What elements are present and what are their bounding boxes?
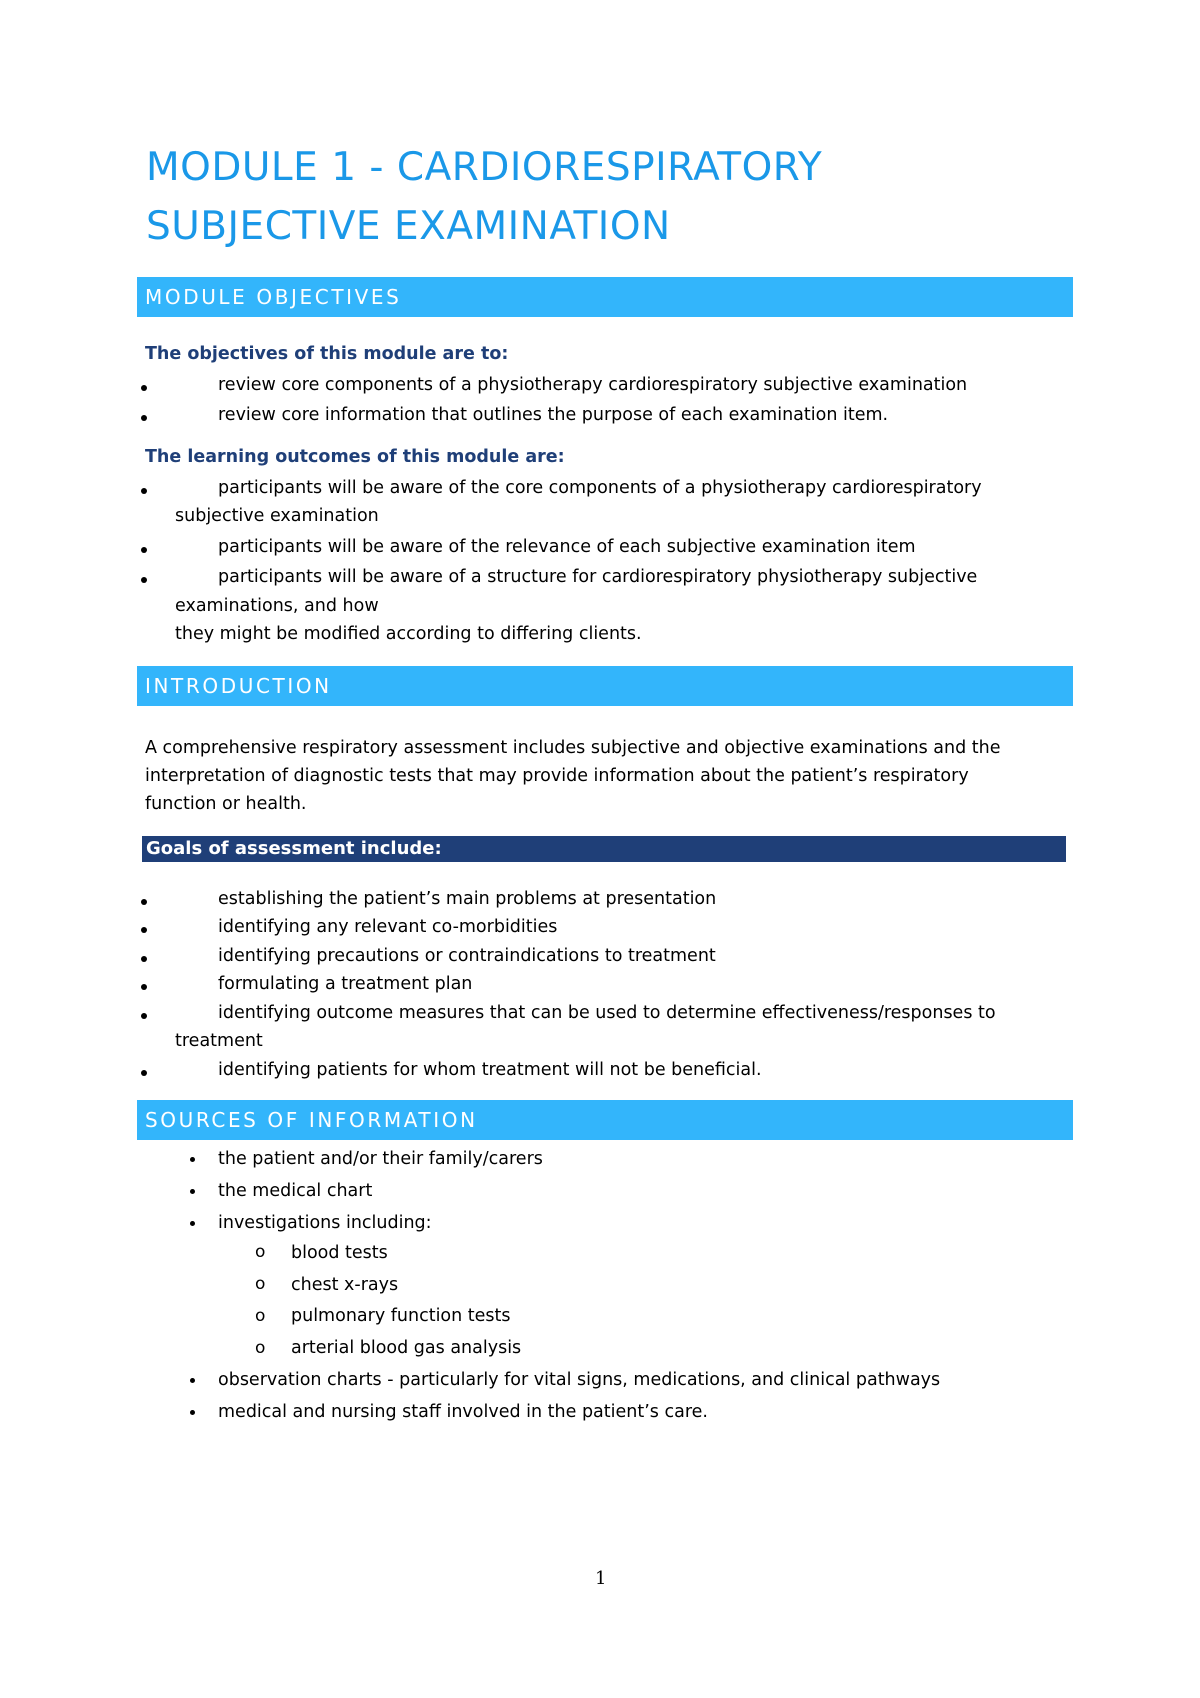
bullet-icon — [141, 899, 147, 905]
investigation-item: chest x-rays — [291, 1275, 399, 1295]
bullet-icon — [141, 956, 147, 962]
outcome-item-continuation: they might be modified according to differing clients. — [175, 624, 642, 644]
bullet-icon — [190, 1410, 195, 1415]
goal-item: identifying outcome measures that can be used to determine effectiveness/responses to — [218, 1003, 996, 1023]
bullet-icon — [141, 1013, 147, 1019]
introduction-paragraph — [145, 734, 1045, 818]
goals-heading: Goals of assessment include: — [142, 836, 1066, 862]
outcomes-heading: The learning outcomes of this module are: — [145, 447, 565, 467]
bullet-icon — [141, 577, 147, 583]
goal-item: identifying any relevant co-morbidities — [218, 917, 558, 937]
bullet-icon — [141, 488, 147, 494]
page-number: 1 — [595, 1568, 607, 1589]
bullet-icon — [141, 415, 147, 421]
bullet-icon — [190, 1189, 195, 1194]
bullet-icon — [141, 1070, 147, 1076]
source-item: the patient and/or their family/carers — [218, 1149, 543, 1169]
bullet-icon — [141, 547, 147, 553]
outcome-item: participants will be aware of a structure for cardiorespiratory physiotherapy subjective — [218, 567, 978, 587]
outcome-item-continuation: examinations, and how — [175, 596, 379, 616]
bullet-icon — [190, 1378, 195, 1383]
section-objectives-header: MODULE OBJECTIVES — [137, 277, 1073, 317]
intro-line: interpretation of diagnostic tests that may provide information about the patient’s respiratory — [145, 766, 969, 786]
source-item: observation charts - particularly for vital signs, medications, and clinical pathways — [218, 1370, 941, 1390]
section-sources-header: SOURCES OF INFORMATION — [137, 1100, 1073, 1140]
investigation-item: blood tests — [291, 1243, 388, 1263]
objectives-heading: The objectives of this module are to: — [145, 344, 509, 364]
goal-item: formulating a treatment plan — [218, 974, 473, 994]
goal-item: identifying patients for whom treatment will not be beneficial. — [218, 1060, 762, 1080]
source-item: the medical chart — [218, 1181, 373, 1201]
source-item: medical and nursing staff involved in the patient’s care. — [218, 1402, 708, 1422]
bullet-icon — [141, 984, 147, 990]
goal-item: establishing the patient’s main problems at presentation — [218, 889, 717, 909]
outcome-item: participants will be aware of the core components of a physiotherapy cardiorespiratory — [218, 478, 982, 498]
title-line-2: SUBJECTIVE EXAMINATION — [146, 204, 671, 249]
intro-line: function or health. — [145, 794, 307, 814]
goal-item-continuation: treatment — [175, 1031, 263, 1051]
sub-bullet-icon: o — [255, 1242, 266, 1262]
goal-item: identifying precautions or contraindications to treatment — [218, 946, 716, 966]
investigation-item: pulmonary function tests — [291, 1306, 511, 1326]
title-line-1: MODULE 1 - CARDIORESPIRATORY — [146, 145, 823, 190]
page-title — [146, 138, 1106, 256]
intro-line: A comprehensive respiratory assessment includes subjective and objective examinations and the — [145, 738, 1001, 758]
sub-bullet-icon: o — [255, 1274, 266, 1294]
outcome-item: participants will be aware of the relevance of each subjective examination item — [218, 537, 916, 557]
source-item: investigations including: — [218, 1213, 432, 1233]
bullet-icon — [141, 385, 147, 391]
bullet-icon — [190, 1221, 195, 1226]
investigation-item: arterial blood gas analysis — [291, 1338, 522, 1358]
sub-bullet-icon: o — [255, 1306, 266, 1326]
objective-item: review core information that outlines the purpose of each examination item. — [218, 405, 889, 425]
sub-bullet-icon: o — [255, 1338, 266, 1358]
objective-item: review core components of a physiotherapy cardiorespiratory subjective examination — [218, 375, 968, 395]
bullet-icon — [141, 927, 147, 933]
section-introduction-header: INTRODUCTION — [137, 666, 1073, 706]
bullet-icon — [190, 1157, 195, 1162]
outcome-item-continuation: subjective examination — [175, 506, 379, 526]
